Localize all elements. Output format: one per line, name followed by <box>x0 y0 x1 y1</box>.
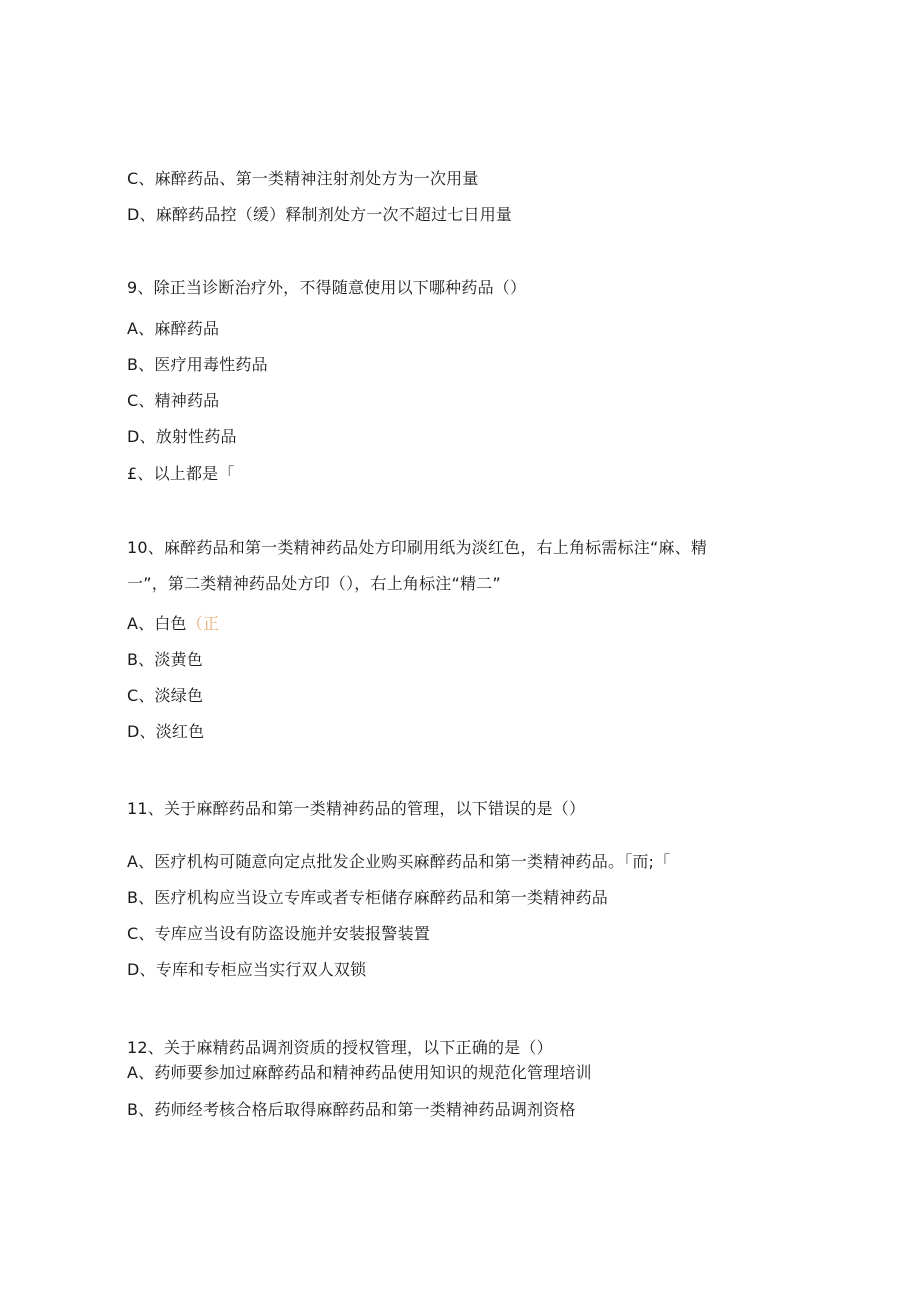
question-10-line-2: 一”，第二类精神药品处方印（），右上角标注“精二” <box>127 574 501 593</box>
q9-option-d: D、放射性药品 <box>127 427 237 446</box>
question-12: 12、关于麻精药品调剂资质的授权管理，以下正确的是（） <box>127 1038 553 1057</box>
option-d: D、麻醉药品控（缓）释制剂处方一次不超过七日用量 <box>127 205 513 224</box>
q10-answer-mark: （正 <box>186 614 220 633</box>
q10-option-a <box>127 614 219 634</box>
q10-option-d: D、淡红色 <box>127 722 205 741</box>
option-c: C、麻醉药品、第一类精神注射剂处方为一次用量 <box>127 169 479 188</box>
q11-option-b: B、医疗机构应当设立专库或者专柜储存麻醉药品和第一类精神药品 <box>127 888 608 907</box>
q9-option-a: A、麻醉药品 <box>127 319 220 338</box>
q11-option-c: C、专库应当设有防盗设施并安装报警装置 <box>127 924 430 943</box>
q12-option-a: A、药师要参加过麻醉药品和精神药品使用知识的规范化管理培训 <box>127 1063 592 1082</box>
q12-option-b: B、药师经考核合格后取得麻醉药品和第一类精神药品调剂资格 <box>127 1100 576 1119</box>
q9-option-e: £、以上都是「 <box>127 464 235 483</box>
q10-option-c: C、淡绿色 <box>127 686 204 705</box>
q9-option-c: C、精神药品 <box>127 391 220 410</box>
question-10-line-1: 10、麻醉药品和第一类精神药品处方印刷用纸为淡红色，右上角标需标注“麻、精 <box>127 538 708 557</box>
q10-option-b: B、淡黄色 <box>127 650 203 669</box>
q10-option-a-label: A、白色 <box>127 614 187 633</box>
q11-option-a: A、医疗机构可随意向定点批发企业购买麻醉药品和第一类精神药品。「而;「 <box>127 852 671 871</box>
q11-option-d: D、专库和专柜应当实行双人双锁 <box>127 960 367 979</box>
question-11: 11、关于麻醉药品和第一类精神药品的管理，以下错误的是（） <box>127 799 586 818</box>
question-9: 9、除正当诊断治疗外，不得随意使用以下哪种药品（） <box>127 278 527 297</box>
q9-option-b: B、医疗用毒性药品 <box>127 355 268 374</box>
